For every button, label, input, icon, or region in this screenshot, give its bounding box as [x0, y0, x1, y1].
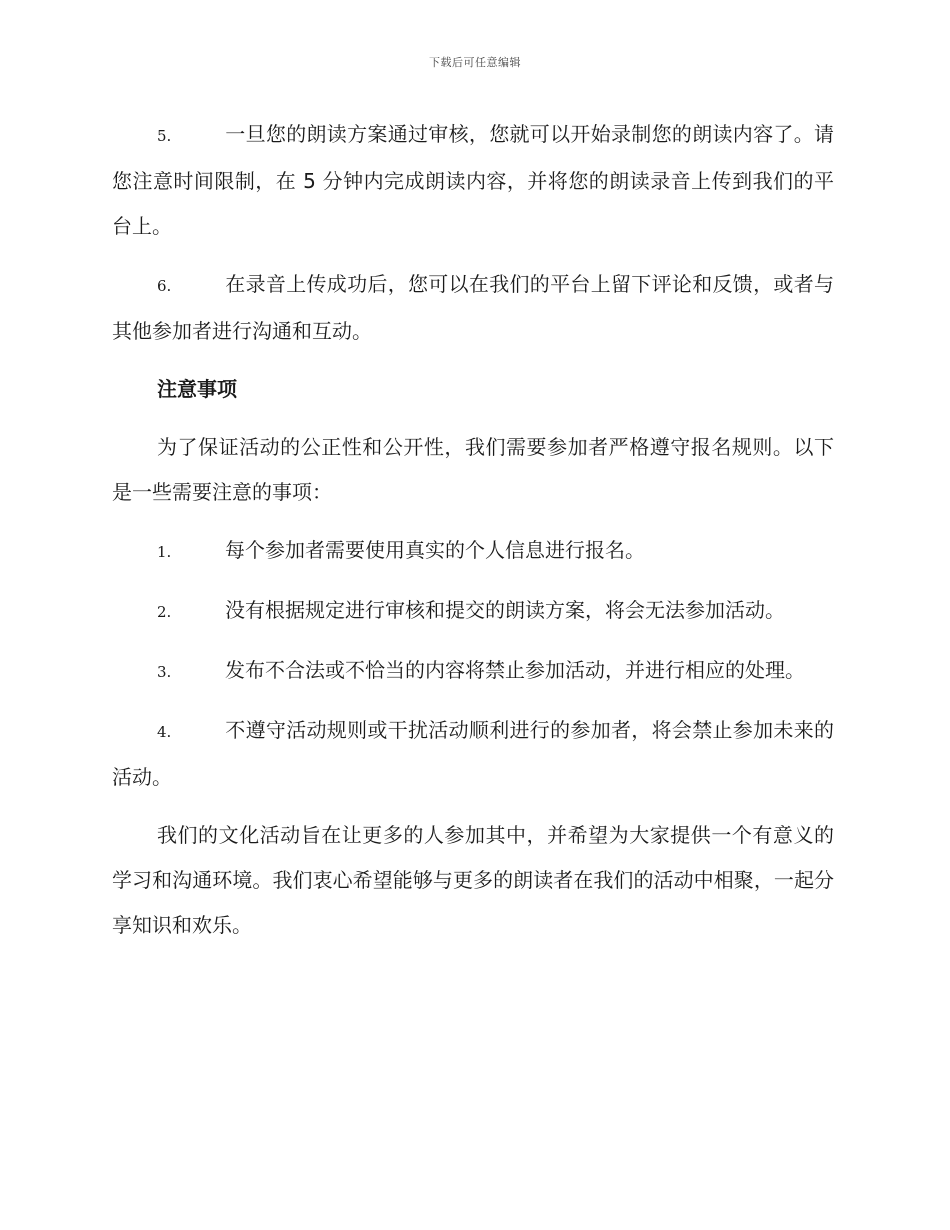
list-item: [112, 528, 834, 575]
list-item-number: 5.: [157, 127, 172, 145]
list-item: [112, 112, 834, 249]
list-item-text: 每个参加者需要使用真实的个人信息进行报名。: [225, 538, 645, 562]
list-item-text: 没有根据规定进行审核和提交的朗读方案，将会无法参加活动。: [225, 598, 785, 622]
list-item-text: 发布不合法或不恰当的内容将禁止参加活动，并进行相应的处理。: [225, 658, 805, 682]
list-item-text: 不遵守活动规则或干扰活动顺利进行的参加者，将会禁止参加未来的活动。: [112, 718, 834, 789]
section-intro: 为了保证活动的公正性和公开性，我们需要参加者严格遵守报名规则。以下是一些需要注意的事项：: [112, 435, 834, 504]
section-heading: 注意事项: [157, 377, 237, 401]
list-item-number: 1.: [157, 543, 172, 561]
header-note: 下载后可任意编辑: [429, 56, 521, 69]
list-item-number: 6.: [157, 277, 172, 295]
list-item: [112, 262, 834, 354]
list-item: [112, 708, 834, 800]
list-item-number: 3.: [157, 663, 172, 681]
list-item-number: 4.: [157, 723, 172, 741]
document-body: [112, 112, 834, 961]
list-item: [112, 648, 834, 695]
list-item-text: 在录音上传成功后，您可以在我们的平台上留下评论和反馈，或者与其他参加者进行沟通和互动。: [112, 272, 834, 343]
list-item: [112, 588, 834, 635]
closing-paragraph: 我们的文化活动旨在让更多的人参加其中，并希望为大家提供一个有意义的学习和沟通环境。我们衷心希望能够与更多的朗读者在我们的活动中相聚，一起分享知识和欢乐。: [112, 823, 834, 937]
list-item-text: 一旦您的朗读方案通过审核，您就可以开始录制您的朗读内容了。请您注意时间限制，在 5 分钟内完成朗读内容，并将您的朗读录音上传到我们的平台上。: [112, 122, 834, 238]
list-item-number: 2.: [157, 603, 172, 621]
